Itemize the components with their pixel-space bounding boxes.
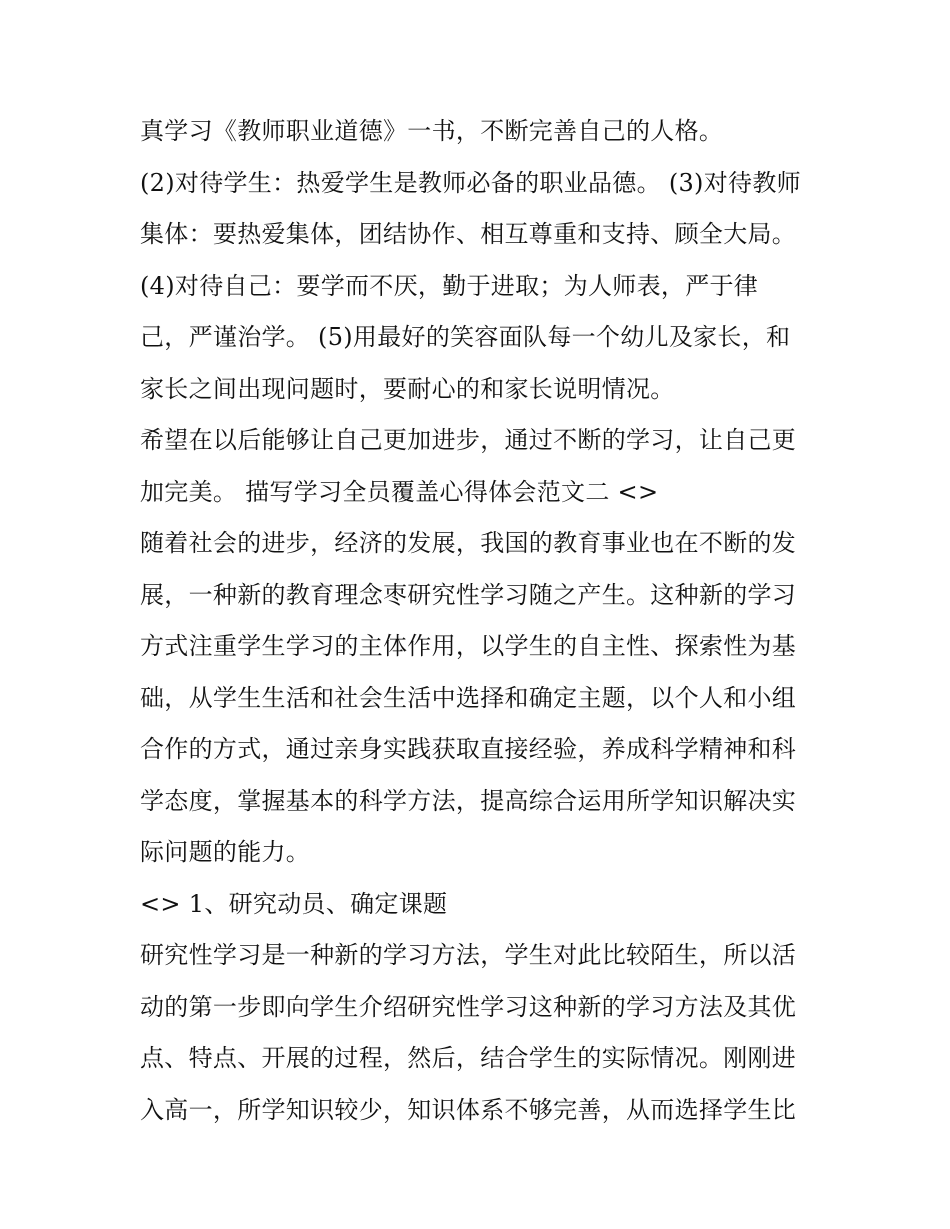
text-line: 随着社会的进步，经济的发展，我国的教育事业也在不断的发 <box>140 529 797 557</box>
text-line: 动的第一步即向学生介绍研究性学习这种新的学习方法及其优 <box>140 992 797 1021</box>
text-line: <> 1、研究动员、确定课题 <box>140 889 448 918</box>
text-line: 家长之间出现问题时，要耐心的和家长说明情况。 <box>140 374 675 403</box>
text-line: 合作的方式，通过亲身实践获取直接经验，养成科学精神和科 <box>140 735 797 763</box>
text-line: 入高一，所学知识较少，知识体系不够完善，从而选择学生比 <box>140 1095 797 1124</box>
text-line: 加完美。 描写学习全员覆盖心得体会范文二 <> <box>140 477 659 506</box>
document-body <box>140 106 820 1136</box>
text-line: 方式注重学生学习的主体作用，以学生的自主性、探索性为基 <box>140 632 797 660</box>
text-line: 础，从学生生活和社会生活中选择和确定主题，以个人和小组 <box>140 683 797 712</box>
text-line: 点、特点、开展的过程，然后，结合学生的实际情况。刚刚进 <box>140 1044 797 1072</box>
text-line: 展，一种新的教育理念枣研究性学习随之产生。这种新的学习 <box>140 580 797 609</box>
text-line: 际问题的能力。 <box>140 838 311 866</box>
text-line: 学态度，掌握基本的科学方法，提高综合运用所学知识解决实 <box>140 786 797 815</box>
text-line: 真学习《教师职业道德》一书，不断完善自己的人格。 <box>140 117 724 145</box>
text-line: (2)对待学生：热爱学生是教师必备的职业品德。 (3)对待教师 <box>140 168 801 197</box>
text-line: (4)对待自己：要学而不厌，勤于进取；为人师表，严于律 <box>140 271 759 300</box>
text-line: 集体：要热爱集体，团结协作、相互尊重和支持、顾全大局。 <box>140 220 797 248</box>
text-line: 研究性学习是一种新的学习方法，学生对此比较陌生，所以活 <box>140 941 797 969</box>
text-line: 希望在以后能够让自己更加进步，通过不断的学习，让自己更 <box>140 426 797 454</box>
text-line: 己，严谨治学。 (5)用最好的笑容面队每一个幼儿及家长，和 <box>140 323 791 351</box>
